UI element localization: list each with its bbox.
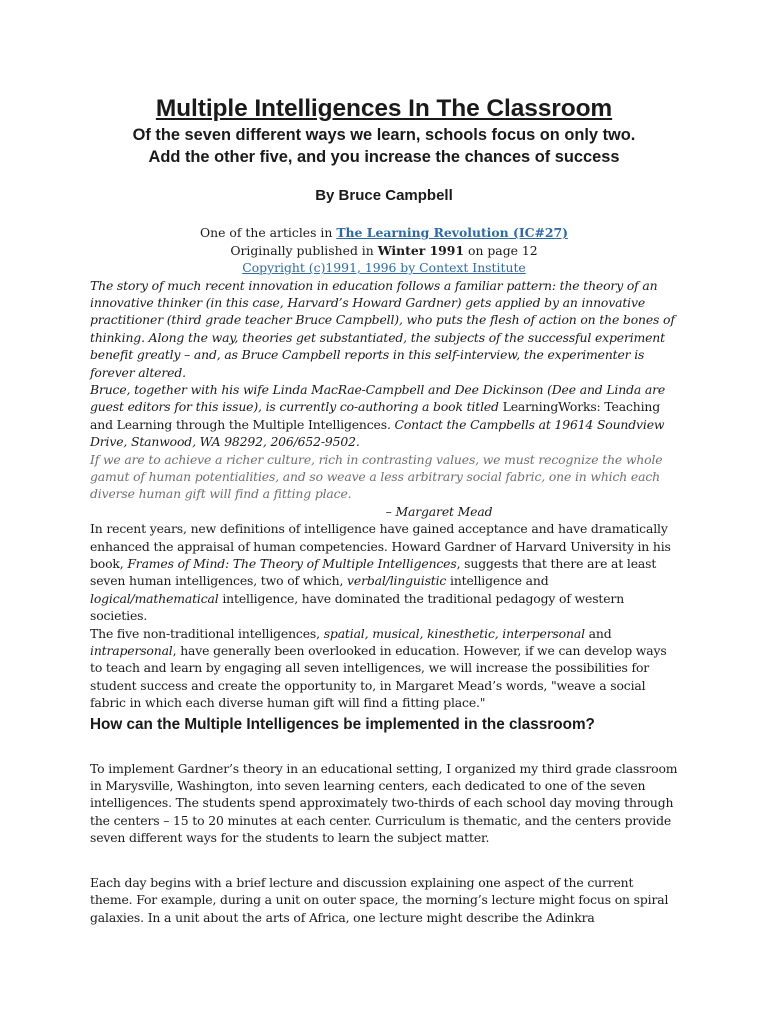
p1-book-title: Frames of Mind: The Theory of Multiple Intelligences — [127, 556, 457, 571]
article-title: Multiple Intelligences In The Classroom — [155, 95, 613, 122]
body-paragraph-2 — [90, 625, 678, 712]
published-suffix: on page 12 — [464, 242, 538, 258]
p2-text-a: The five non-traditional intelligences, — [90, 625, 324, 641]
epigraph-quote: If we are to achieve a richer culture, rich in contrasting values, we must recognize the whole gamut of human potentialities, and so weave a less arbitrary social fabric, one in which each diverse human gift will find a fitting place. — [90, 451, 663, 502]
p1-logical: logical/mathematical — [90, 590, 219, 606]
p1-text-d: intelligence, have dominated the traditional pedagogy of western societies. — [90, 590, 625, 624]
author-note — [90, 381, 678, 451]
published-issue: Winter 1991 — [377, 242, 465, 258]
p1-text-a: In recent years, new definitions of intelligence have gained acceptance and have dramatically enhanced the appraisal of human competencies. Howard Gardner of Harvard University in his book, — [90, 521, 671, 571]
copyright-line — [90, 259, 678, 277]
body-paragraph-4: Each day begins with a brief lecture and discussion explaining one aspect of the current theme. For example, during a unit on outer space, the morning’s lecture might focus on spiral galaxies. In a unit about the arts of Africa, one lecture might describe the Adinkra — [90, 874, 669, 925]
published-line — [90, 242, 678, 260]
copyright-link[interactable]: Copyright (c)1991, 1996 by Context Institute — [242, 260, 526, 275]
subtitle-line-1: Of the seven different ways we learn, schools focus on only two. — [132, 126, 636, 144]
series-line — [90, 224, 678, 242]
author-note-text-1: Bruce, together with his wife Linda MacRae-Campbell and Dee Dickinson (Dee and Linda are guest editors for this issue), is currently co-authoring a book titled — [90, 381, 666, 415]
section-heading: How can the Multiple Intelligences be implemented in the classroom? — [90, 715, 595, 733]
author-note-text-2: . Contact the Campbells at 19614 Soundview Drive, Stanwood, WA 98292, 206/652-9502. — [90, 416, 665, 450]
article-subtitle — [90, 124, 678, 168]
publication-info — [90, 224, 678, 277]
epigraph-attribution: – Margaret Mead — [385, 503, 493, 519]
p1-text-b: , suggests that there are at least seven human intelligences, two of which, — [90, 556, 657, 589]
p1-verbal: verbal/linguistic — [347, 573, 447, 589]
p2-list-2: intrapersonal — [90, 643, 173, 659]
series-prefix: One of the articles in — [200, 225, 337, 240]
body-paragraph-1 — [90, 520, 678, 624]
p2-list-1: spatial, musical, kinesthetic, interpersonal — [323, 625, 585, 641]
book-title: LearningWorks: Teaching and Learning through the Multiple Intelligences — [90, 399, 660, 432]
byline: By Bruce Campbell — [315, 187, 453, 204]
intro-paragraph: The story of much recent innovation in education follows a familiar pattern: the theory of an innovative thinker (in this case, Harvard’s Howard Gardner) gets applied by an innovative practitioner (third grade teacher Bruce Campbell), who puts the flesh of action on the bones of thinking. Along the way, theories get substantiated, the subjects of the successful experiment benefit greatly – and, as Bruce Campbell reports in this self-interview, the experimenter is forever altered. — [90, 277, 675, 380]
series-link[interactable]: The Learning Revolution (IC#27) — [336, 225, 568, 240]
subtitle-line-2: Add the other five, and you increase the chances of success — [148, 148, 620, 166]
p2-text-b: , have generally been overlooked in education. However, if we can develop ways to teach and learn by engaging all seven intelligences, we will increase the possibilities for student success and create the opportunity to, in Margaret Mead’s words, "weave a social fabric in which each diverse human gift will find a fitting place." — [90, 643, 667, 711]
p2-and: and — [584, 625, 612, 641]
p1-text-c: intelligence and — [446, 573, 549, 589]
published-prefix: Originally published in — [230, 242, 378, 258]
body-paragraph-3: To implement Gardner’s theory in an educational setting, I organized my third grade classroom in Marysville, Washington, into seven learning centers, each dedicated to one of the seven intelligences. The students spend approximately two-thirds of each school day moving through the centers – 15 to 20 minutes at each center. Curriculum is thematic, and the centers provide seven different ways for the students to learn the subject matter. — [90, 760, 678, 846]
article-content — [90, 95, 678, 926]
